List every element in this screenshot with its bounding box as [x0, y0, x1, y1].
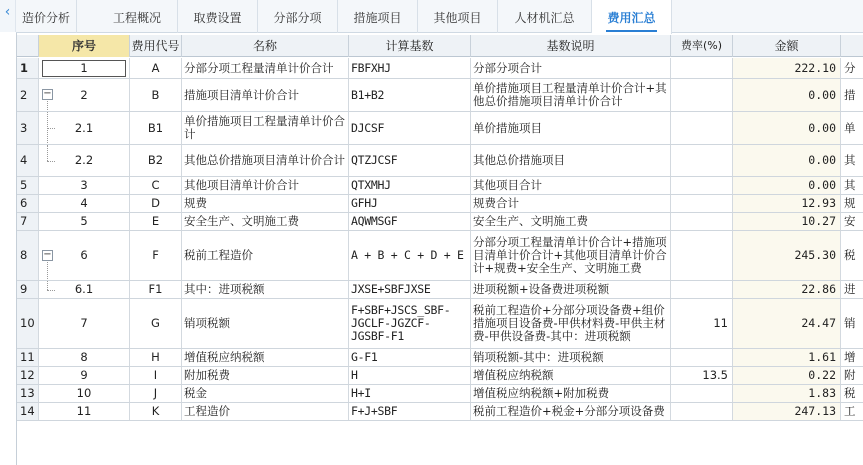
desc-cell: 税前工程造价+分部分项设备费+组价措施项目设备费-甲供材料费-甲供主材费-甲供设备费-其中：进项税额 [471, 299, 671, 348]
amount-cell: 10.27 [733, 213, 841, 230]
base-cell[interactable]: QTXMHJ [349, 177, 471, 194]
seq-cell[interactable]: 8 [39, 349, 130, 366]
name-cell[interactable]: 单价措施项目工程量清单计价合计 [182, 112, 349, 144]
table-row[interactable] [17, 349, 863, 367]
base-cell[interactable]: F+SBF+JSCS_SBF-JGCLF-JGZCF-JGSBF-F1 [349, 299, 471, 348]
amount-cell: 0.22 [733, 367, 841, 384]
rate-cell[interactable] [671, 349, 733, 366]
base-cell[interactable]: AQWMSGF [349, 213, 471, 230]
rate-cell[interactable] [671, 403, 733, 420]
table-row[interactable] [17, 385, 863, 403]
tree-line [47, 262, 48, 280]
row-number: 5 [17, 177, 39, 194]
amount-cell: 1.83 [733, 385, 841, 402]
code-cell[interactable]: F1 [130, 281, 182, 298]
seq-label: 6 [80, 248, 88, 262]
base-cell[interactable]: G-F1 [349, 349, 471, 366]
extra-cell: 进 [844, 282, 856, 296]
desc-cell: 分部分项合计 [471, 58, 671, 78]
row-number: 3 [17, 112, 39, 144]
code-cell[interactable]: D [130, 195, 182, 212]
header-amount[interactable]: 金额 [733, 35, 841, 57]
table-row[interactable] [17, 195, 863, 213]
tab-cost-analysis[interactable]: 造价分析 [16, 0, 77, 33]
desc-cell: 规费合计 [471, 195, 671, 212]
table-row[interactable] [17, 145, 863, 177]
table-row[interactable] [17, 299, 863, 349]
code-cell[interactable]: I [130, 367, 182, 384]
tab-labor-material-machine[interactable]: 人材机汇总 [498, 0, 592, 33]
tree-branch [47, 161, 55, 162]
code-cell[interactable]: G [130, 299, 182, 348]
code-cell[interactable]: B2 [130, 145, 182, 176]
amount-cell: 0.00 [733, 112, 841, 144]
name-cell[interactable]: 安全生产、文明施工费 [182, 213, 349, 230]
code-cell[interactable]: A [130, 58, 182, 78]
name-cell[interactable]: 分部分项工程量清单计价合计 [182, 58, 349, 78]
row-number: 1 [17, 58, 39, 78]
extra-cell: 工 [844, 404, 856, 418]
table-row[interactable] [17, 112, 863, 145]
row-number: 8 [17, 231, 39, 280]
extra-cell: 单 [844, 120, 856, 135]
seq-cell[interactable]: 9 [39, 367, 130, 384]
code-cell[interactable]: K [130, 403, 182, 420]
desc-cell: 安全生产、文明施工费 [471, 213, 671, 230]
tab-measures[interactable]: 措施项目 [338, 0, 418, 33]
row-number: 14 [17, 403, 39, 420]
row-number: 10 [17, 299, 39, 348]
seq-cell[interactable] [39, 79, 130, 111]
table-row[interactable] [17, 281, 863, 299]
table-row[interactable] [17, 367, 863, 385]
row-number: 2 [17, 79, 39, 111]
row-number: 7 [17, 213, 39, 230]
tab-fee-summary[interactable]: 费用汇总 [592, 0, 672, 34]
seq-cell[interactable]: 4 [39, 195, 130, 212]
name-cell[interactable]: 工程造价 [182, 403, 349, 420]
tab-sub-items[interactable]: 分部分项 [258, 0, 338, 33]
desc-cell: 税前工程造价+税金+分部分项设备费 [471, 403, 671, 420]
row-number: 13 [17, 385, 39, 402]
row-number: 11 [17, 349, 39, 366]
base-cell[interactable]: GFHJ [349, 195, 471, 212]
rate-cell[interactable] [671, 213, 733, 230]
name-cell[interactable]: 规费 [182, 195, 349, 212]
seq-selected-cell[interactable]: 1 [42, 60, 126, 77]
extra-cell: 其 [844, 153, 856, 167]
seq-cell[interactable]: 5 [39, 213, 130, 230]
rate-cell[interactable] [671, 231, 733, 280]
code-cell[interactable]: J [130, 385, 182, 402]
rate-cell[interactable] [671, 177, 733, 194]
amount-cell: 222.10 [733, 58, 841, 78]
collapse-arrow-icon[interactable]: ‹ [0, 0, 16, 32]
table-row[interactable] [17, 213, 863, 231]
code-cell[interactable]: B1 [130, 112, 182, 144]
table-row[interactable] [17, 58, 863, 79]
rate-cell[interactable] [671, 112, 733, 144]
base-cell[interactable]: QTZJCSF [349, 145, 471, 176]
table-row[interactable] [17, 403, 863, 421]
amount-cell: 12.93 [733, 195, 841, 212]
extra-cell: 税 [844, 248, 856, 262]
tree-line [47, 101, 48, 111]
name-cell[interactable]: 其他总价措施项目清单计价合计 [182, 145, 349, 176]
table-row[interactable] [17, 177, 863, 195]
desc-cell: 分部分项工程量清单计价合计+措施项目清单计价合计+其他项目清单计价合计+规费+安全生产、文明施工费 [471, 231, 671, 280]
extra-cell: 规 [844, 196, 856, 210]
row-number: 4 [17, 145, 39, 176]
amount-cell: 0.00 [733, 145, 841, 176]
desc-cell: 增值税应纳税额+附加税费 [471, 385, 671, 402]
seq-cell[interactable] [39, 145, 130, 176]
header-extra [841, 35, 863, 57]
base-cell[interactable]: H+I [349, 385, 471, 402]
tree-branch [47, 128, 55, 129]
name-cell[interactable]: 附加税费 [182, 367, 349, 384]
seq-cell[interactable]: 7 [39, 299, 130, 348]
base-cell[interactable]: A + B + C + D + E [349, 231, 471, 280]
amount-cell: 0.00 [733, 79, 841, 111]
desc-cell: 销项税额-其中：进项税额 [471, 349, 671, 366]
seq-cell[interactable]: 10 [39, 385, 130, 402]
name-cell[interactable]: 销项税额 [182, 299, 349, 348]
name-cell[interactable]: 税前工程造价 [182, 231, 349, 280]
header-seq[interactable]: 序号 [39, 35, 130, 57]
seq-cell[interactable] [39, 58, 130, 78]
rate-cell[interactable]: 13.5 [671, 367, 733, 384]
extra-cell: 分 [844, 60, 856, 75]
amount-cell: 24.47 [733, 299, 841, 348]
seq-cell[interactable]: 11 [39, 403, 130, 420]
seq-cell[interactable]: 3 [39, 177, 130, 194]
row-number: 12 [17, 367, 39, 384]
base-cell[interactable]: JXSE+SBFJXSE [349, 281, 471, 298]
extra-cell: 措 [844, 87, 856, 102]
code-cell[interactable]: F [130, 231, 182, 280]
extra-cell: 税 [844, 386, 856, 400]
collapse-toggle-icon[interactable]: − [43, 88, 52, 99]
desc-cell: 其他项目合计 [471, 177, 671, 194]
extra-cell: 增 [844, 350, 856, 364]
code-cell[interactable]: B [130, 79, 182, 111]
row-number: 6 [17, 195, 39, 212]
rate-cell[interactable] [671, 145, 733, 176]
tab-other-items[interactable]: 其他项目 [418, 0, 498, 33]
seq-cell[interactable] [39, 281, 130, 298]
tab-fee-settings[interactable]: 取费设置 [178, 0, 258, 33]
seq-label: 2 [80, 87, 88, 102]
amount-cell: 247.13 [733, 403, 841, 420]
fee-summary-grid [16, 33, 863, 465]
base-cell[interactable]: B1+B2 [349, 79, 471, 111]
table-row[interactable] [17, 79, 863, 112]
header-rownum [17, 35, 39, 57]
code-cell[interactable]: E [130, 213, 182, 230]
extra-cell: 安 [844, 214, 856, 228]
grid-header [17, 35, 863, 57]
base-cell[interactable]: H [349, 367, 471, 384]
amount-cell: 0.00 [733, 177, 841, 194]
header-rate[interactable]: 费率(%) [671, 35, 733, 57]
rate-cell[interactable] [671, 58, 733, 78]
code-cell[interactable]: C [130, 177, 182, 194]
collapse-toggle-icon[interactable]: − [43, 249, 52, 260]
tab-project-overview[interactable]: 工程概况 [97, 0, 178, 33]
extra-cell: 销 [844, 316, 856, 330]
seq-label: 2.1 [74, 120, 94, 135]
table-row[interactable] [17, 231, 863, 281]
name-cell[interactable]: 税金 [182, 385, 349, 402]
rate-cell[interactable] [671, 79, 733, 111]
rate-cell[interactable] [671, 281, 733, 298]
header-code[interactable]: 费用代号 [130, 35, 182, 57]
seq-label: 6.1 [74, 282, 94, 296]
rate-cell[interactable] [671, 195, 733, 212]
header-name[interactable]: 名称 [182, 35, 349, 57]
desc-cell: 单价措施项目 [471, 112, 671, 144]
row-number: 9 [17, 281, 39, 298]
base-cell[interactable]: F+J+SBF [349, 403, 471, 420]
header-desc[interactable]: 基数说明 [471, 35, 671, 57]
seq-cell[interactable] [39, 112, 130, 144]
desc-cell: 其他总价措施项目 [471, 145, 671, 176]
tree-line [47, 281, 48, 290]
seq-label: 2.2 [74, 153, 94, 167]
seq-cell[interactable] [39, 231, 130, 280]
extra-cell: 其 [844, 178, 856, 192]
desc-cell: 增值税应纳税额 [471, 367, 671, 384]
base-cell[interactable]: FBFXHJ [349, 58, 471, 78]
tab-bar [16, 0, 863, 33]
name-cell[interactable]: 其他项目清单计价合计 [182, 177, 349, 194]
amount-cell: 245.30 [733, 231, 841, 280]
base-cell[interactable]: DJCSF [349, 112, 471, 144]
amount-cell: 1.61 [733, 349, 841, 366]
tree-line [47, 145, 48, 161]
amount-cell: 22.86 [733, 281, 841, 298]
header-base[interactable]: 计算基数 [349, 35, 471, 57]
code-cell[interactable]: H [130, 349, 182, 366]
extra-cell: 附 [844, 368, 856, 382]
name-cell[interactable]: 其中：进项税额 [182, 281, 349, 298]
name-cell[interactable]: 措施项目清单计价合计 [182, 79, 349, 111]
desc-cell: 进项税额+设备费进项税额 [471, 281, 671, 298]
rate-cell[interactable] [671, 385, 733, 402]
tree-branch [47, 290, 55, 291]
name-cell[interactable]: 增值税应纳税额 [182, 349, 349, 366]
rate-cell[interactable]: 11 [671, 299, 733, 348]
desc-cell: 单价措施项目工程量清单计价合计+其他总价措施项目清单计价合计 [471, 79, 671, 111]
